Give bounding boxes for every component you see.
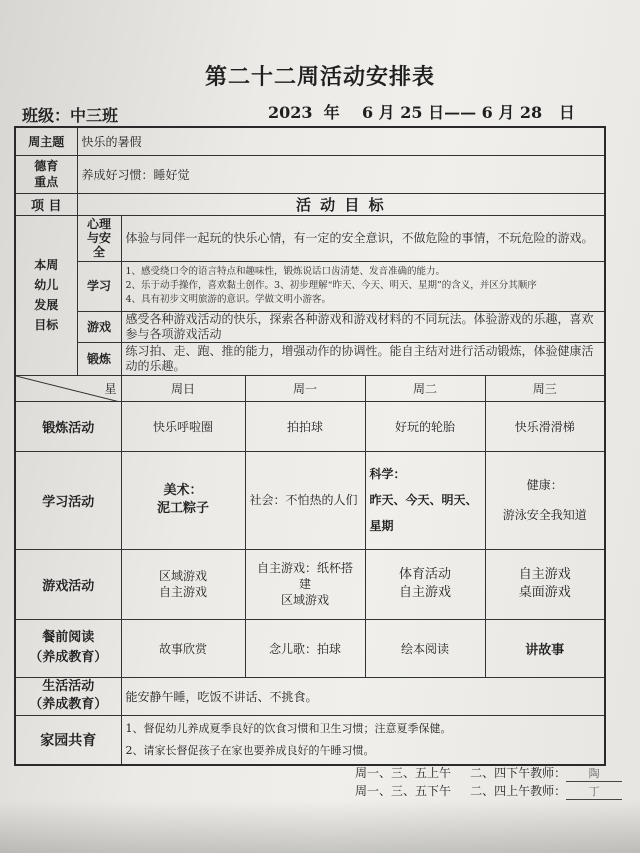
- life-row: [15, 677, 605, 715]
- activity-label: 餐前阅读 （养成教育）: [15, 619, 121, 677]
- activity-cell: 健康： 游泳安全我知道: [485, 451, 605, 549]
- dev-text: 感受各种游戏活动的快乐，探索各种游戏和游戏材料的不同玩法。体验游戏的乐趣，喜欢参与各项游戏活动: [121, 311, 605, 342]
- activity-cell: 快乐呼啦圈: [121, 401, 245, 451]
- day-corner-text: 星: [104, 381, 117, 396]
- life-label: 生活活动 （养成教育）: [15, 677, 121, 715]
- header-row: [15, 193, 605, 215]
- dev-row-learning: [15, 261, 605, 311]
- dev-row-game: [15, 311, 605, 342]
- dev-label: 本周 幼儿 发展 目标: [15, 215, 77, 375]
- dev-text: 练习拍、走、跑、推的能力，增强动作的协调性。能自主结对进行活动锻炼，体验健康活动的乐趣。: [121, 342, 605, 375]
- activity-cell: 拍拍球: [245, 401, 365, 451]
- activity-cell: 绘本阅读: [365, 619, 485, 677]
- theme-value: 快乐的暑假: [77, 127, 605, 155]
- theme-row: [15, 127, 605, 155]
- day-header: 周一: [245, 375, 365, 401]
- item-header: 项 目: [15, 193, 77, 215]
- activity-cell: 区域游戏 自主游戏: [121, 549, 245, 619]
- day-header: 周二: [365, 375, 485, 401]
- life-text: 能安静午睡，吃饭不讲话、不挑食。: [121, 677, 605, 715]
- activity-cell: 科学： 昨天、今天、明天、 星期: [365, 451, 485, 549]
- activity-cell: 自主游戏：纸杯搭 建 区域游戏: [245, 549, 365, 619]
- activity-cell: 自主游戏 桌面游戏: [485, 549, 605, 619]
- home-item: 1、督促幼儿养成夏季良好的饮食习惯和卫生习惯；注意夏季保健。: [125, 721, 452, 735]
- day-header: 周日: [121, 375, 245, 401]
- dev-sublabel: 学习: [77, 261, 121, 311]
- activity-cell: 念儿歌：拍球: [245, 619, 365, 677]
- activity-cell: 讲故事: [485, 619, 605, 677]
- dev-text: 体验与同伴一起玩的快乐心情，有一定的安全意识，不做危险的事情，不玩危险的游戏。: [121, 215, 605, 261]
- activity-label: 游戏活动: [15, 549, 121, 619]
- teacher-signature: 丁: [566, 783, 622, 800]
- home-label: 家园共育: [15, 715, 121, 765]
- home-text: [121, 715, 605, 765]
- home-row: [15, 715, 605, 765]
- schedule-table: [14, 126, 606, 766]
- activity-row-learning: [15, 451, 605, 549]
- dev-sublabel: 游戏: [77, 311, 121, 342]
- activity-cell: 体育活动 自主游戏: [365, 549, 485, 619]
- home-item: 2、请家长督促孩子在家也要养成良好的午睡习惯。: [125, 743, 375, 757]
- activity-row-game: [15, 549, 605, 619]
- activity-cell: 好玩的轮胎: [365, 401, 485, 451]
- day-row: [15, 375, 605, 401]
- day-corner: [15, 375, 121, 401]
- footer-line: [355, 782, 622, 800]
- footer-text: 周一、三、五上午 二、四下午教师：: [355, 766, 567, 780]
- footer-text: 周一、三、五下午 二、四上午教师：: [355, 784, 567, 798]
- goal-header: 活 动 目 标: [77, 193, 605, 215]
- activity-row-exercise: [15, 401, 605, 451]
- dev-text: 1、感受绕口令的语言特点和趣味性，锻炼说话口齿清楚、发音准确的能力。 2、乐于动手操作，喜欢黏土创作。3、初步理解“昨天、今天、明天、星期”的含义，并区分其顺序 4、具有初步文明旅游的意识。学做文明小游客。: [121, 261, 605, 311]
- moral-row: [15, 155, 605, 193]
- activity-row-reading: [15, 619, 605, 677]
- class-label: 班级：中三班: [22, 106, 119, 125]
- moral-value: 养成好习惯：睡好觉: [77, 155, 605, 193]
- activity-cell: 故事欣赏: [121, 619, 245, 677]
- activity-cell: 美术： 泥工粽子: [121, 451, 245, 549]
- activity-label: 学习活动: [15, 451, 121, 549]
- dev-sublabel: 心理 与安全: [77, 215, 121, 261]
- moral-label: 德育 重点: [15, 155, 77, 193]
- theme-label: 周主题: [15, 127, 77, 155]
- date-range: 2023 年 6 月 25 日—— 6 月 28 日: [268, 103, 575, 122]
- activity-cell: 快乐滑滑梯: [485, 401, 605, 451]
- dev-row-safety: [15, 215, 605, 261]
- page-title: 第二十二周活动安排表: [204, 65, 435, 90]
- day-header: 周三: [485, 375, 605, 401]
- floor-shadow: [0, 800, 640, 853]
- footer-line: [355, 764, 622, 782]
- dev-row-exercise: [15, 342, 605, 375]
- dev-sublabel: 锻炼: [77, 342, 121, 375]
- activity-cell: 社会：不怕热的人们: [245, 451, 365, 549]
- activity-label: 锻炼活动: [15, 401, 121, 451]
- teacher-signature: 陶: [566, 765, 622, 782]
